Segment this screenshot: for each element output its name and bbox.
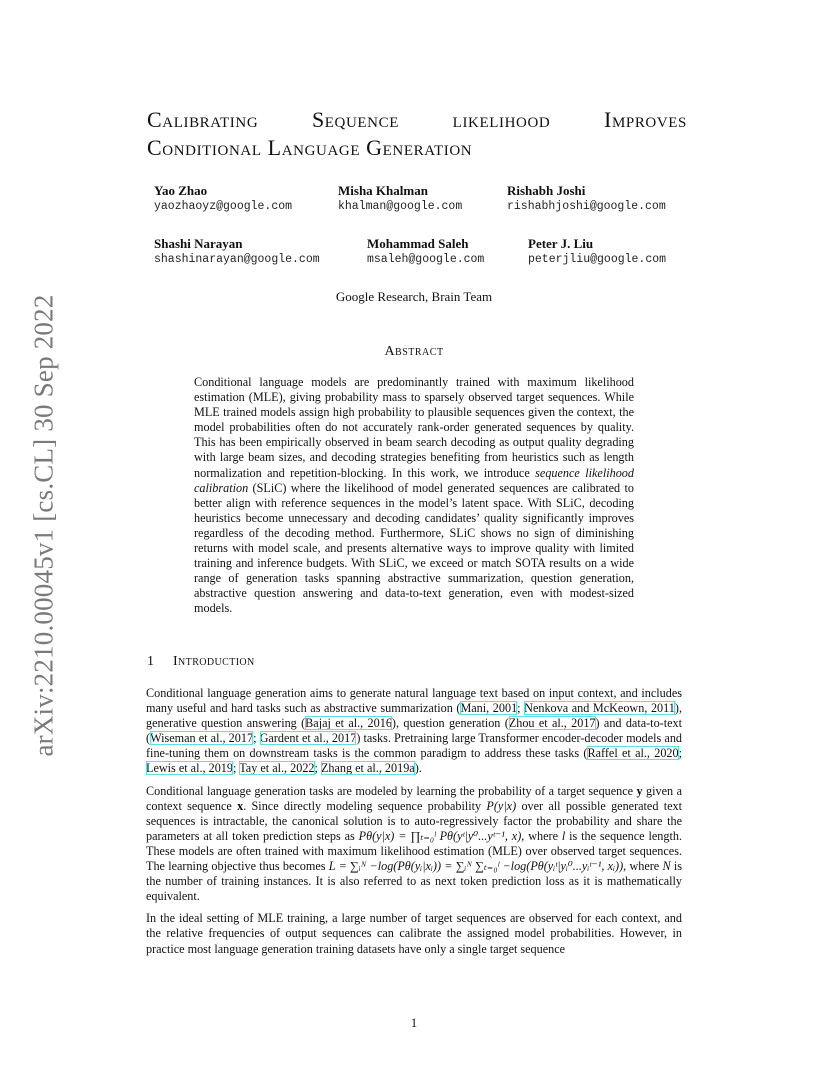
author-block: [154, 183, 292, 215]
body-text: [146, 686, 682, 964]
author-name: Peter J. Liu: [528, 236, 594, 251]
paragraph: Conditional language generation aims to generate natural language text based on input context, and includes many useful and hard tasks such as abstractive summarization (Mani, 2001; Nenkova and McKeown, 2011), generative question answering (Bajaj et al., 2016), question generation (Zhou et al., 2017) and data-to-text (Wiseman et al., 2017; Gardent et al., 2017) tasks. Pretraining large Transformer encoder-decoder models and fine-tuning them on downstream tasks is the common paradigm to address these tasks (Raffel et al., 2020; Lewis et al., 2019; Tay et al., 2022; Zhang et al., 2019a).: [146, 686, 683, 776]
author-email: khalman@google.com: [338, 200, 463, 213]
math-variable: l: [561, 828, 566, 843]
author-name: Misha Khalman: [338, 183, 428, 198]
arxiv-identifier: arXiv:2210.00045v1 [cs.CL] 30 Sep 2022: [28, 293, 59, 757]
affiliation: Google Research, Brain Team: [335, 289, 493, 304]
citation-link[interactable]: Zhou et al., 2017: [508, 716, 596, 731]
abstract-text-part: (SLiC) where the likelihood of model generated sequences are calibrated to better align with reference sequences in the model’s latent space. With SLiC, decoding heuristics become unnecessary and decoding candidates’ quality significantly improves regardless of the decoding method. Furthermore, SLiC shows no sign of diminishing returns with model scale, and presents alternative ways to improve quality with limited training and inference budgets. With SLiC, we exceed or match SOTA results on a wide range of generation tasks spanning abstractive summarization, question generation, abstractive question answering and data-to-text generation, even with modest-sized models.: [194, 480, 634, 616]
citation-link[interactable]: Zhang et al., 2019a: [320, 761, 415, 776]
author-block: [528, 236, 666, 268]
citation-link[interactable]: Wiseman et al., 2017: [150, 731, 254, 746]
citation-link[interactable]: Mani, 2001: [460, 701, 518, 716]
author-name: Mohammad Saleh: [367, 236, 469, 251]
author-email: rishabhjoshi@google.com: [507, 200, 666, 213]
math-variable: N: [662, 859, 671, 874]
citation-link[interactable]: Tay et al., 2022: [239, 761, 315, 776]
paper-title: [147, 106, 687, 162]
abstract-text-part: Conditional language models are predominantly trained with maximum likelihood estimation (MLE), giving probability mass to sparsely observed target sequences. While MLE trained models assign high probability to plausible sequences given the context, the model probabilities often do not accurately rank-order generated sequences by quality. This has been empirically observed in beam search decoding as output quality degrading with large beam sizes, and decoding strategies benefiting from heuristics such as length normalization and repetition-blocking. In this work, we introduce: [194, 375, 634, 480]
section-heading: [147, 654, 255, 670]
page-number: 1: [410, 1016, 418, 1030]
math-variable: x: [237, 798, 244, 813]
section-number: 1: [147, 654, 155, 669]
math-expression: L = ∑ᵢᴺ −log(Pθ(yᵢ|xᵢ)) = ∑ᵢᴺ ∑ₜ₌₀ˡ −log(Pθ(yᵢᵗ|yᵢ⁰...yᵢᵗ⁻¹, xᵢ)): [328, 859, 624, 874]
author-block: [367, 236, 484, 268]
author-block: [154, 236, 320, 268]
author-email: msaleh@google.com: [367, 253, 485, 266]
citation-link[interactable]: Gardent et al., 2017: [259, 731, 357, 746]
author-name: Shashi Narayan: [154, 236, 243, 251]
math-variable: y: [636, 783, 643, 798]
abstract-emphasis: sequence likelihood calibration: [194, 465, 634, 495]
arxiv-identifier-stamp: [24, 290, 64, 760]
author-email: shashinarayan@google.com: [154, 253, 320, 266]
paragraph: Conditional language generation tasks are modeled by learning the probability of a target sequence y given a context sequence x. Since directly modeling sequence probability P(y|x) over all possible generated text sequences is intractable, the canonical solution is to auto-regressively factor the probability and share the parameters at all token prediction steps as Pθ(y|x) = ∏ₜ₌₀ˡ Pθ(yᵗ|y⁰...yᵗ⁻¹, x), where l is the sequence length. These models are often trained with maximum likelihood estimation (MLE) over observed target sequences. The learning objective thus becomes L = ∑ᵢᴺ −log(Pθ(yᵢ|xᵢ)) = ∑ᵢᴺ ∑ₜ₌₀ˡ −log(Pθ(yᵢᵗ|yᵢ⁰...yᵢᵗ⁻¹, xᵢ)), where N is the number of training instances. It is also referred to as next token prediction loss as it is mathematically equivalent.: [146, 783, 682, 904]
citation-link[interactable]: Raffel et al., 2020: [587, 746, 679, 761]
citation-link[interactable]: Nenkova and McKeown, 2011: [524, 701, 675, 716]
abstract-heading: Abstract: [384, 344, 444, 359]
author-email: yaozhaoyz@google.com: [154, 200, 293, 213]
math-expression: Pθ(y|x) = ∏ₜ₌₀ˡ Pθ(yᵗ|y⁰...yᵗ⁻¹, x): [358, 828, 522, 843]
math-expression: P(y|x): [486, 798, 517, 813]
paragraph: In the ideal setting of MLE training, a large number of target sequences are observed for each context, and the relative frequencies of output sequences can calibrate the assigned model probabilities. However, in practice most language generation training datasets have only a single target sequence: [146, 911, 682, 956]
author-block: [338, 183, 462, 215]
author-name: Yao Zhao: [154, 183, 208, 198]
title-line-1: Calibrating Sequence likelihood Improves: [147, 107, 687, 132]
citation-link[interactable]: Bajaj et al., 2016: [305, 716, 392, 731]
author-email: peterjliu@google.com: [528, 253, 667, 266]
section-title: Introduction: [173, 654, 255, 669]
author-name: Rishabh Joshi: [507, 183, 586, 198]
author-block: [507, 183, 666, 215]
abstract-text: [194, 375, 634, 617]
citation-link[interactable]: Lewis et al., 2019: [146, 761, 233, 776]
title-line-2: Conditional Language Generation: [147, 135, 473, 160]
